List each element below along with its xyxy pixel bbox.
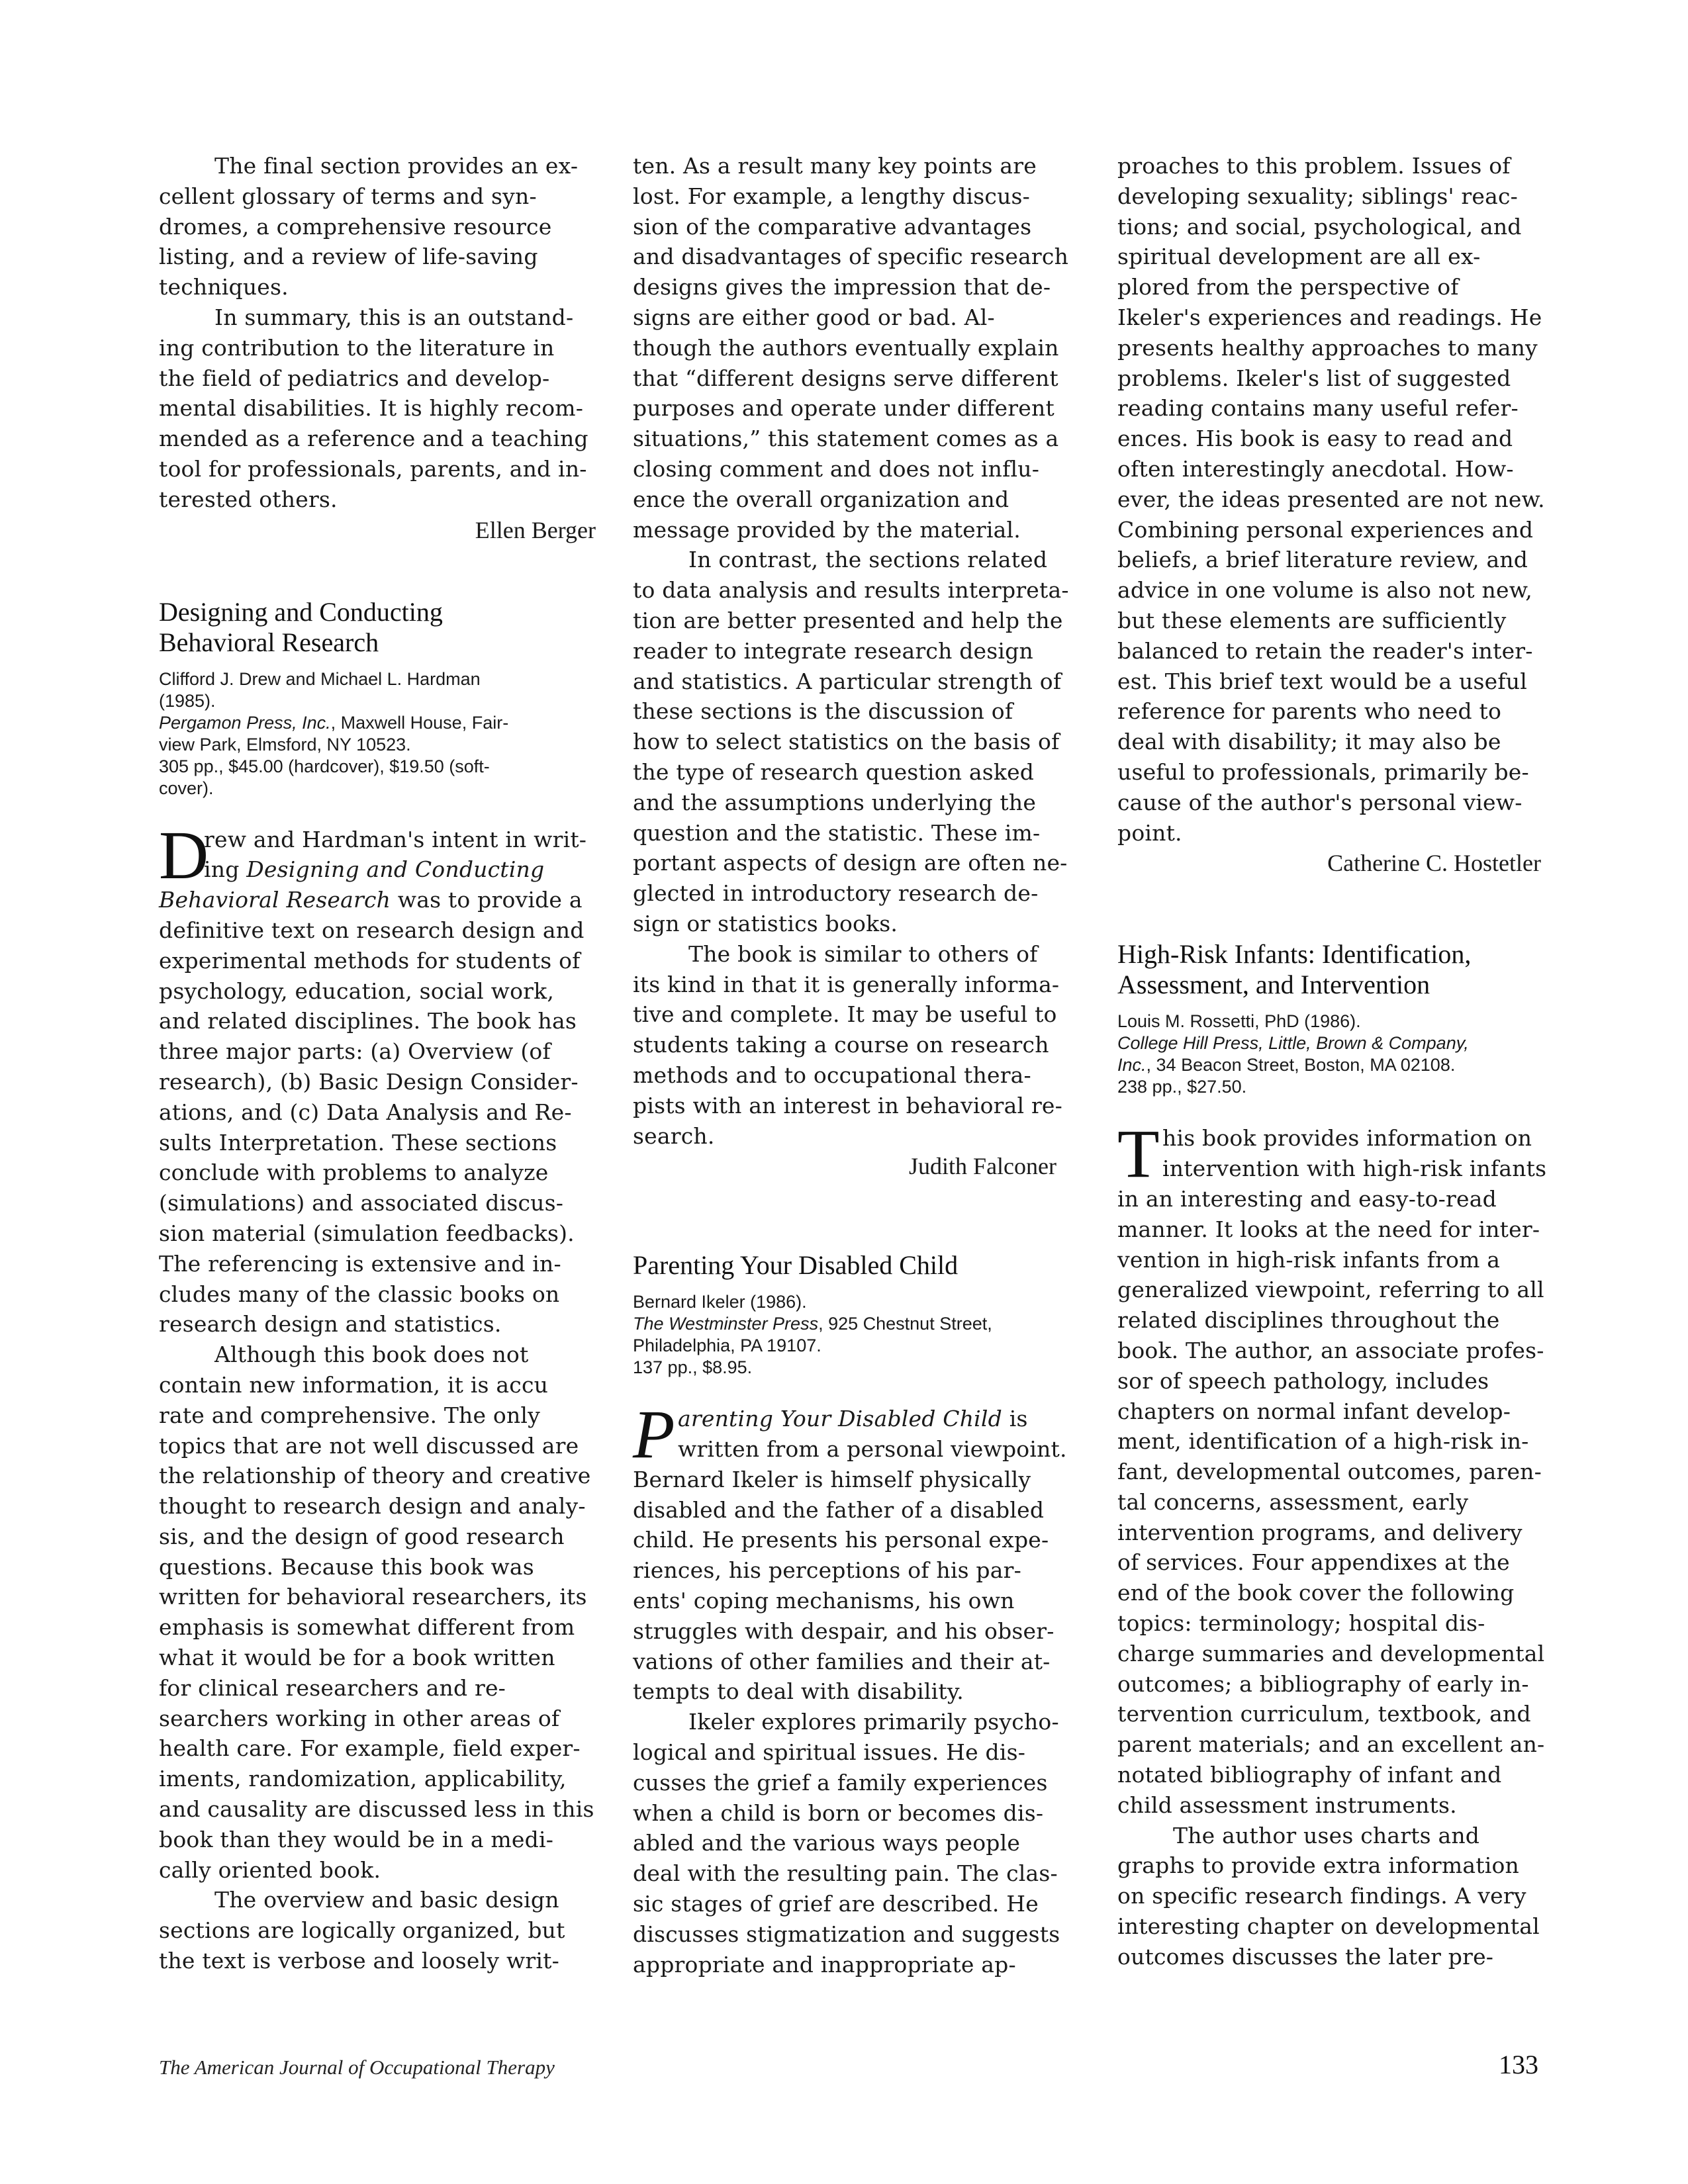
text-line: manner. It looks at the need for inter- (1117, 1216, 1540, 1242)
text-line: iments, randomization, applicability, (159, 1766, 567, 1792)
reviewer-signature: Judith Falconer (909, 1153, 1056, 1180)
text-line: logical and spiritual issues. He dis- (633, 1739, 1026, 1766)
text-line: child. He presents his personal expe- (633, 1527, 1049, 1553)
text-line: and causality are discussed less in this (159, 1796, 594, 1823)
text-line: designs gives the impression that de- (633, 274, 1051, 300)
text-line: spiritual development are all ex- (1117, 244, 1481, 270)
journal-name-footer: The American Journal of Occupational Therapy (159, 2056, 555, 2079)
text-line: terested others. (159, 486, 338, 512)
text-line: mended as a reference and a teaching (159, 426, 588, 452)
book-citation: Bernard Ikeler (1986). The Westminster Press, 925 Chestnut Street, Philadelphia, PA 19107. 137 pp., $8.95. (633, 1292, 992, 1378)
text-line: balanced to retain the reader's inter- (1117, 637, 1533, 664)
text-line: sor of speech pathology, includes (1117, 1367, 1489, 1394)
text-line: fant, developmental outcomes, paren- (1117, 1459, 1542, 1485)
text-line: Ikeler explores primarily psycho- (688, 1709, 1059, 1735)
text-line: but these elements are sufficiently (1117, 607, 1507, 633)
drop-cap: P (633, 1396, 675, 1473)
text-line: definitive text on research design and (159, 917, 585, 943)
text-line: experimental methods for students of (159, 947, 581, 974)
text-line: often interestingly anecdotal. How- (1117, 455, 1514, 482)
text-line: ents' coping mechanisms, his own (633, 1588, 1015, 1614)
paragraph (633, 1707, 1060, 1979)
column-3 (1117, 151, 1547, 1972)
text-line: chapters on normal infant develop- (1117, 1398, 1511, 1424)
text-line: sion material (simulation feedbacks). (159, 1220, 575, 1246)
text-line: In contrast, the sections related (688, 547, 1048, 573)
book-title-italic: arenting Your Disabled Child (678, 1406, 1002, 1432)
text-line: what it would be for a book written (159, 1645, 555, 1671)
text-line: related disciplines throughout the (1117, 1307, 1500, 1334)
text-line: The overview and basic design (214, 1887, 559, 1913)
review-title: Parenting Your Disabled Child (633, 1250, 959, 1281)
text-line: mental disabilities. It is highly recom- (159, 395, 584, 422)
text-line: parent materials; and an excellent an- (1117, 1731, 1545, 1758)
paragraph (633, 939, 1063, 1152)
text-line: its kind in that it is generally informa- (633, 971, 1060, 997)
text-line: students taking a course on research (633, 1032, 1049, 1058)
paragraph (633, 545, 1069, 938)
text-line: ing contribution to the literature in (159, 334, 555, 361)
text-line: charge summaries and developmental (1117, 1640, 1545, 1666)
text-line: ment, identification of a high-risk in- (1117, 1428, 1529, 1455)
text-line: conclude with problems to analyze (159, 1160, 549, 1186)
reviewer-signature: Catherine C. Hostetler (1327, 850, 1541, 877)
text-line: reading contains many useful refer- (1117, 395, 1519, 422)
publisher-name: College Hill Press, Little, Brown & Company, (1117, 1033, 1469, 1054)
review-title: Designing and Conducting Behavioral Research (159, 596, 443, 657)
text-line: In summary, this is an outstand- (214, 304, 574, 330)
text-line: health care. For example, field exper- (159, 1735, 581, 1762)
text-line: tions; and social, psychological, and (1117, 213, 1522, 240)
text-line: when a child is born or becomes dis- (633, 1799, 1044, 1826)
text-line: cludes many of the classic books on (159, 1281, 560, 1307)
paragraph (633, 151, 1069, 545)
text-line: discusses stigmatization and suggests (633, 1921, 1060, 1947)
text-line: cellent glossary of terms and syn- (159, 183, 537, 209)
paragraph (1117, 1184, 1545, 1821)
text-line: Bernard Ikeler is himself physically (633, 1466, 1031, 1492)
text-line: to data analysis and results interpreta- (633, 577, 1069, 604)
text-line: (simulations) and associated discus- (159, 1190, 564, 1216)
text-line: point. (1117, 819, 1182, 846)
paragraph (1117, 151, 1545, 848)
page-number: 133 (1499, 2050, 1538, 2079)
text-line: tive and complete. It may be useful to (633, 1001, 1057, 1028)
text-line: ations, and (c) Data Analysis and Re- (159, 1099, 572, 1125)
text-line: that “different designs serve different (633, 365, 1058, 391)
text-line: written for behavioral researchers, its (159, 1584, 587, 1610)
text-line: these sections is the discussion of (633, 698, 1013, 725)
book-title-italic: Behavioral Research (159, 887, 391, 913)
text-line: search. (633, 1122, 715, 1149)
text-line: thought to research design and analy- (159, 1493, 586, 1520)
text-line: vations of other families and their at- (633, 1648, 1051, 1674)
text-line: the text is verbose and loosely writ- (159, 1948, 559, 1974)
text-line: outcomes discusses the later pre- (1117, 1943, 1494, 1970)
text-line: topics that are not well discussed are (159, 1432, 579, 1459)
text-line: useful to professionals, primarily be- (1117, 758, 1529, 785)
text-line: situations,” this statement comes as a (633, 426, 1059, 452)
text-line: ences. His book is easy to read and (1117, 426, 1513, 452)
text-line: signs are either good or bad. Al- (633, 304, 995, 330)
text-line: sic stages of grief are described. He (633, 1891, 1039, 1917)
text-line: The referencing is extensive and in- (159, 1250, 561, 1277)
text-line: glected in introductory research de- (633, 880, 1039, 907)
text-line: Although this book does not (214, 1342, 529, 1368)
review-title: High-Risk Infants: Identification, Assessment, and Intervention (1117, 939, 1472, 1000)
text-line: pists with an interest in behavioral re- (633, 1092, 1063, 1118)
text-line: The final section provides an ex- (214, 153, 579, 179)
text-line: for clinical researchers and re- (159, 1674, 506, 1701)
text-line: beliefs, a brief literature review, and (1117, 547, 1528, 573)
publisher-name: Pergamon Press, Inc. (159, 712, 331, 733)
text-line: advice in one volume is also not new, (1117, 577, 1532, 604)
text-line: listing, and a review of life-saving (159, 244, 538, 270)
text-line: dromes, a comprehensive resource (159, 213, 552, 240)
text-line: graphs to provide extra information (1117, 1852, 1520, 1879)
review-body: D rew and Hardman's intent in writ- ing Designing and Conducting Behavioral Research was to provide a definitive text on research design and experimental methods for students of psychology, education, social work, and related disciplines. The book has three major parts: (a) Overview (of research), (b) Basic Design Consider- ations, and (c) Data Analysis and Re- sults Interpretation. These sections conclude with problems to analyze (simulations) and associated discus- sion material (simulation feedbacks). The referencing is extensive and in- cludes many of the classic books on research design and statistics. Although this book does not contain new information, it is accu rate and comprehensive. The only topics that are not well discussed are the relationship of theory and creative thought to research design and analy- sis, and the design of good research questions. Because this book was written for behavioral researchers, its emphasis is somewhat different from what it would be for a book written for clinical researchers and re- searchers working in other areas of health care. For example, field exper- iments, randomization, applicability, and causality are discussed less in this book than they would be in a medi- cally oriented book. The overview and basic design sections are logically organized, but the text is verbose and loosely writ- (159, 825, 596, 1976)
text-line: child assessment instruments. (1117, 1792, 1457, 1818)
text-line: and the assumptions underlying the (633, 789, 1037, 815)
text-line: sion of the comparative advantages (633, 213, 1032, 240)
text-line: tion are better presented and help the (633, 607, 1063, 633)
text-line: sis, and the design of good research (159, 1523, 565, 1549)
text-line: purposes and operate under different (633, 395, 1055, 422)
text-line: The book is similar to others of (688, 940, 1038, 967)
column-2 (633, 151, 1069, 1979)
text-line: lost. For example, a lengthy discus- (633, 183, 1031, 209)
text-line: sections are logically organized, but (159, 1917, 565, 1944)
text-line: reference for parents who need to (1117, 698, 1502, 725)
text-line: rate and comprehensive. The only (159, 1402, 541, 1428)
paragraph (1117, 1821, 1541, 1972)
paragraph (159, 1885, 596, 1976)
text-line: emphasis is somewhat different from (159, 1614, 575, 1641)
text-line: book. The author, an associate profes- (1117, 1337, 1544, 1363)
text-line: psychology, education, social work, (159, 978, 555, 1004)
paragraph (633, 1465, 1056, 1707)
text-line: deal with disability; it may also be (1117, 729, 1501, 755)
book-citation: Louis M. Rossetti, PhD (1986). College Hill Press, Little, Brown & Company, Inc., 34 Beacon Street, Boston, MA 02108. 238 pp., $27.50. (1117, 1011, 1469, 1097)
text-line: tal concerns, assessment, early (1117, 1488, 1469, 1515)
review-body: T his book provides information on intervention with high-risk infants in an interesting and easy-to-read manner. It looks at the need for inter- vention in high-risk infants from a generalized viewpoint, referring to all related disciplines throughout the book. The author, an associate profes- sor of speech pathology, includes chapters on normal infant develop- ment, identification of a high-risk in- fant, developmental outcomes, paren- tal concerns, assessment, early intervention programs, and delivery of services. Four appendixes at the end of the book cover the following topics: terminology; hospital dis- charge summaries and developmental outcomes; a bibliography of early in- tervention curriculum, textbook, and parent materials; and an excellent an- notated bibliography of infant and child assessment instruments. The author uses charts and graphs to provide extra information on specific research findings. A very interesting chapter on developmental outcomes discusses the later pre- (1117, 1123, 1541, 1972)
text-line: the relationship of theory and creative (159, 1463, 591, 1489)
text-line: presents healthy approaches to many (1117, 334, 1538, 361)
text-line: notated bibliography of infant and (1117, 1762, 1502, 1788)
text-line: topics: terminology; hospital dis- (1117, 1610, 1485, 1637)
paragraph (159, 1340, 596, 1885)
text-line: Ikeler's experiences and readings. He (1117, 304, 1542, 330)
text-line: generalized viewpoint, referring to all (1117, 1277, 1544, 1303)
text-line: question and the statistic. These im- (633, 819, 1041, 846)
text-line: of services. Four appendixes at the (1117, 1549, 1510, 1576)
text-line: cusses the grief a family experiences (633, 1769, 1048, 1796)
text-line: closing comment and does not influ- (633, 455, 1040, 482)
text-line: developing sexuality; siblings' reac- (1117, 183, 1519, 209)
drop-cap: D (159, 817, 209, 893)
text-line: questions. Because this book was (159, 1553, 534, 1580)
text-line: searchers working in other areas of (159, 1705, 560, 1731)
paragraph (159, 302, 596, 515)
text-line: riences, his perceptions of his par- (633, 1557, 1021, 1584)
text-line: intervention programs, and delivery (1117, 1519, 1523, 1545)
paragraph (159, 915, 596, 1340)
book-citation: Clifford J. Drew and Michael L. Hardman (1985). Pergamon Press, Inc., Maxwell House, Fair- view Park, Elmsford, NY 10523. 305 pp., $45.00 (hardcover), $19.50 (soft- cover). (159, 668, 509, 798)
reviewer-signature: Ellen Berger (475, 516, 596, 543)
text-line: reader to integrate research design (633, 637, 1033, 664)
text-line: outcomes; a bibliography of early in- (1117, 1670, 1529, 1697)
text-line: research), (b) Basic Design Consider- (159, 1068, 579, 1095)
book-title-italic: Designing and Conducting (246, 856, 545, 883)
text-line: ten. As a result many key points are (633, 153, 1037, 179)
text-line: The author uses charts and (1173, 1822, 1480, 1848)
text-line: deal with the resulting pain. The clas- (633, 1860, 1058, 1887)
text-line: ever, the ideas presented are not new. (1117, 486, 1545, 512)
drop-cap: T (1117, 1116, 1160, 1193)
text-line: sign or statistics books. (633, 910, 898, 936)
text-line: cause of the author's personal view- (1117, 789, 1523, 815)
text-line: appropriate and inappropriate ap- (633, 1951, 1016, 1978)
publisher-name: The Westminster Press (633, 1314, 819, 1334)
text-line: contain new information, it is accu (159, 1371, 549, 1398)
text-line: on specific research findings. A very (1117, 1883, 1526, 1909)
text-line: message provided by the material. (633, 516, 1021, 543)
text-line: how to select statistics on the basis of (633, 729, 1060, 755)
text-line: tool for professionals, parents, and in- (159, 455, 587, 482)
review-body: P arenting Your Disabled Child is written from a personal viewpoint. Bernard Ikeler is himself physically disabled and the father of a disabled child. He presents his personal expe- riences, his perceptions of his par- ents' coping mechanisms, his own struggles with despair, and his obser- vations of other families and their at- tempts to deal with disability. Ikeler explores primarily psycho- logical and spiritual issues. He dis- cusses the grief a family experiences when a child is born or becomes dis- abled and the various ways people deal with the resulting pain. The clas- sic stages of grief are described. He discusses stigmatization and suggests appropriate and inappropriate ap- (633, 1404, 1056, 1979)
text-line: problems. Ikeler's list of suggested (1117, 365, 1511, 391)
text-line: est. This brief text would be a useful (1117, 668, 1527, 694)
text-line: tervention curriculum, textbook, and (1117, 1701, 1531, 1727)
text-line: methods and to occupational thera- (633, 1062, 1031, 1088)
text-line: plored from the perspective of (1117, 274, 1459, 300)
text-line: tempts to deal with disability. (633, 1678, 964, 1705)
column-1 (159, 151, 596, 1976)
paragraph (159, 151, 596, 302)
text-line: vention in high-risk infants from a (1117, 1246, 1501, 1273)
text-line: the field of pediatrics and develop- (159, 365, 550, 391)
text-line: Combining personal experiences and (1117, 516, 1534, 543)
text-line: abled and the various ways people (633, 1830, 1021, 1856)
text-line: disabled and the father of a disabled (633, 1496, 1045, 1523)
text-line: proaches to this problem. Issues of (1117, 153, 1511, 179)
text-line: ence the overall organization and (633, 486, 1009, 512)
text-line: cally oriented book. (159, 1856, 381, 1883)
text-line: and statistics. A particular strength of (633, 668, 1062, 694)
text-line: portant aspects of design are often ne- (633, 850, 1068, 876)
text-line: three major parts: (a) Overview (of (159, 1038, 551, 1065)
text-line: and related disciplines. The book has (159, 1008, 577, 1034)
text-line: sults Interpretation. These sections (159, 1129, 557, 1156)
text-line: in an interesting and easy-to-read (1117, 1185, 1497, 1212)
text-line: and disadvantages of specific research (633, 244, 1069, 270)
text-line: the type of research question asked (633, 758, 1035, 785)
text-line: end of the book cover the following (1117, 1580, 1515, 1606)
text-line: though the authors eventually explain (633, 334, 1059, 361)
text-line: research design and statistics. (159, 1311, 502, 1338)
text-line: struggles with despair, and his obser- (633, 1617, 1055, 1644)
text-line: interesting chapter on developmental (1117, 1913, 1540, 1940)
text-line: techniques. (159, 274, 289, 300)
text-line: book than they would be in a medi- (159, 1826, 554, 1852)
